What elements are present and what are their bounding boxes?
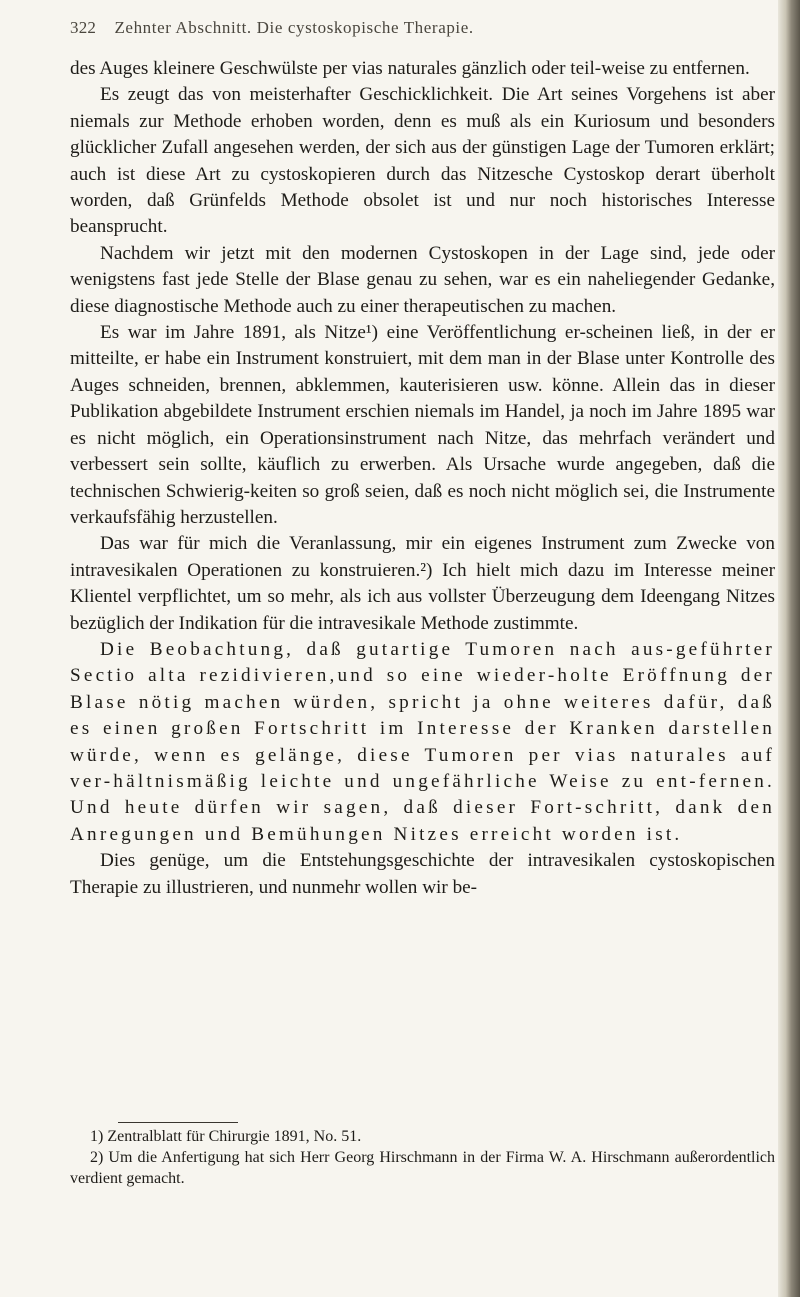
body-text	[70, 56, 775, 901]
paragraph: Dies genüge, um die Entstehungsgeschichte der intravesikalen cystoskopischen Therapie zu illustrieren, und nunmehr wollen wir be-	[70, 850, 775, 898]
paragraph: des Auges kleinere Geschwülste per vias naturales gänzlich oder teil-weise zu entfernen.	[70, 58, 750, 79]
paragraph: Nachdem wir jetzt mit den modernen Cystoskopen in der Lage sind, jede oder wenigstens fast jede Stelle der Blase genau zu sehen, war es ein naheliegender Gedanke, diese diagnostische Methode auch zu einer therapeutischen zu machen.	[70, 242, 775, 317]
footnote: 1) Zentralblatt für Chirurgie 1891, No. 51.	[90, 1128, 362, 1145]
paragraph: Es war im Jahre 1891, als Nitze¹) eine Veröffentlichung er-scheinen ließ, in der er mitteilte, er habe ein Instrument konstruiert, mit dem man in der Blase unter Kontrolle des Auges schneiden, brennen, abklemmen, kauterisieren usw. könne. Allein das in dieser Publikation abgebildete Instrument erschien niemals im Handel, ja noch im Jahre 1895 war es nicht möglich, ein Operationsinstrument nach Nitze, das mehrfach verändert und verbessert sein sollte, käuflich zu erwerben. Als Ursache wurde angegeben, daß die technischen Schwierig-keiten so groß seien, daß es noch nicht möglich sei, die Instrumente verkaufsfähig herzustellen.	[70, 322, 775, 528]
footnotes	[70, 1126, 775, 1189]
paragraph: Das war für mich die Veranlassung, mir ein eigenes Instrument zum Zwecke von intravesikalen Operationen zu konstruieren.²) Ich hielt mich dazu im Interesse meiner Klientel verpflichtet, um so mehr, als ich aus vollster Überzeugung dem Ideengang Nitzes bezüglich der Indikation für die intravesikale Methode zustimmte.	[70, 533, 775, 634]
emphasized-paragraph: Die Beobachtung, daß gutartige Tumoren nach aus-geführter Sectio alta rezidivieren,und so eine wieder-holte Eröffnung der Blase nötig machen würden, spricht ja ohne weiteres dafür, daß es einen großen Fortschritt im Interesse der Kranken darstellen würde, wenn es gelänge, diese Tumoren per vias naturales auf ver-hältnismäßig leichte und ungefährliche Weise zu ent-fernen. Und heute dürfen wir sagen, daß dieser Fort-schritt, dank den Anregungen und Bemühungen Nitzes erreicht worden ist.	[70, 638, 775, 845]
paragraph: Es zeugt das von meisterhafter Geschicklichkeit. Die Art seines Vorgehens ist aber niemals zur Methode erhoben worden, denn es muß als ein Kuriosum und besonders glücklicher Zufall angesehen werden, der sich aus der günstigen Lage der Tumoren erklärt; auch ist diese Art zu cystoskopieren durch das Nitzesche Cystoskop derart überholt worden, daß Grünfelds Methode obsolet ist und nur noch historisches Interesse beansprucht.	[70, 84, 775, 238]
footnote-rule	[118, 1122, 238, 1123]
page-number: 322	[70, 18, 97, 37]
running-head	[70, 18, 770, 38]
footnote: 2) Um die Anfertigung hat sich Herr Georg Hirschmann in der Firma W. A. Hirschmann außerordentlich verdient gemacht.	[70, 1149, 775, 1187]
chapter-title: Zehnter Abschnitt. Die cystoskopische Therapie.	[114, 18, 474, 37]
page-edge-shadow	[778, 0, 800, 1297]
